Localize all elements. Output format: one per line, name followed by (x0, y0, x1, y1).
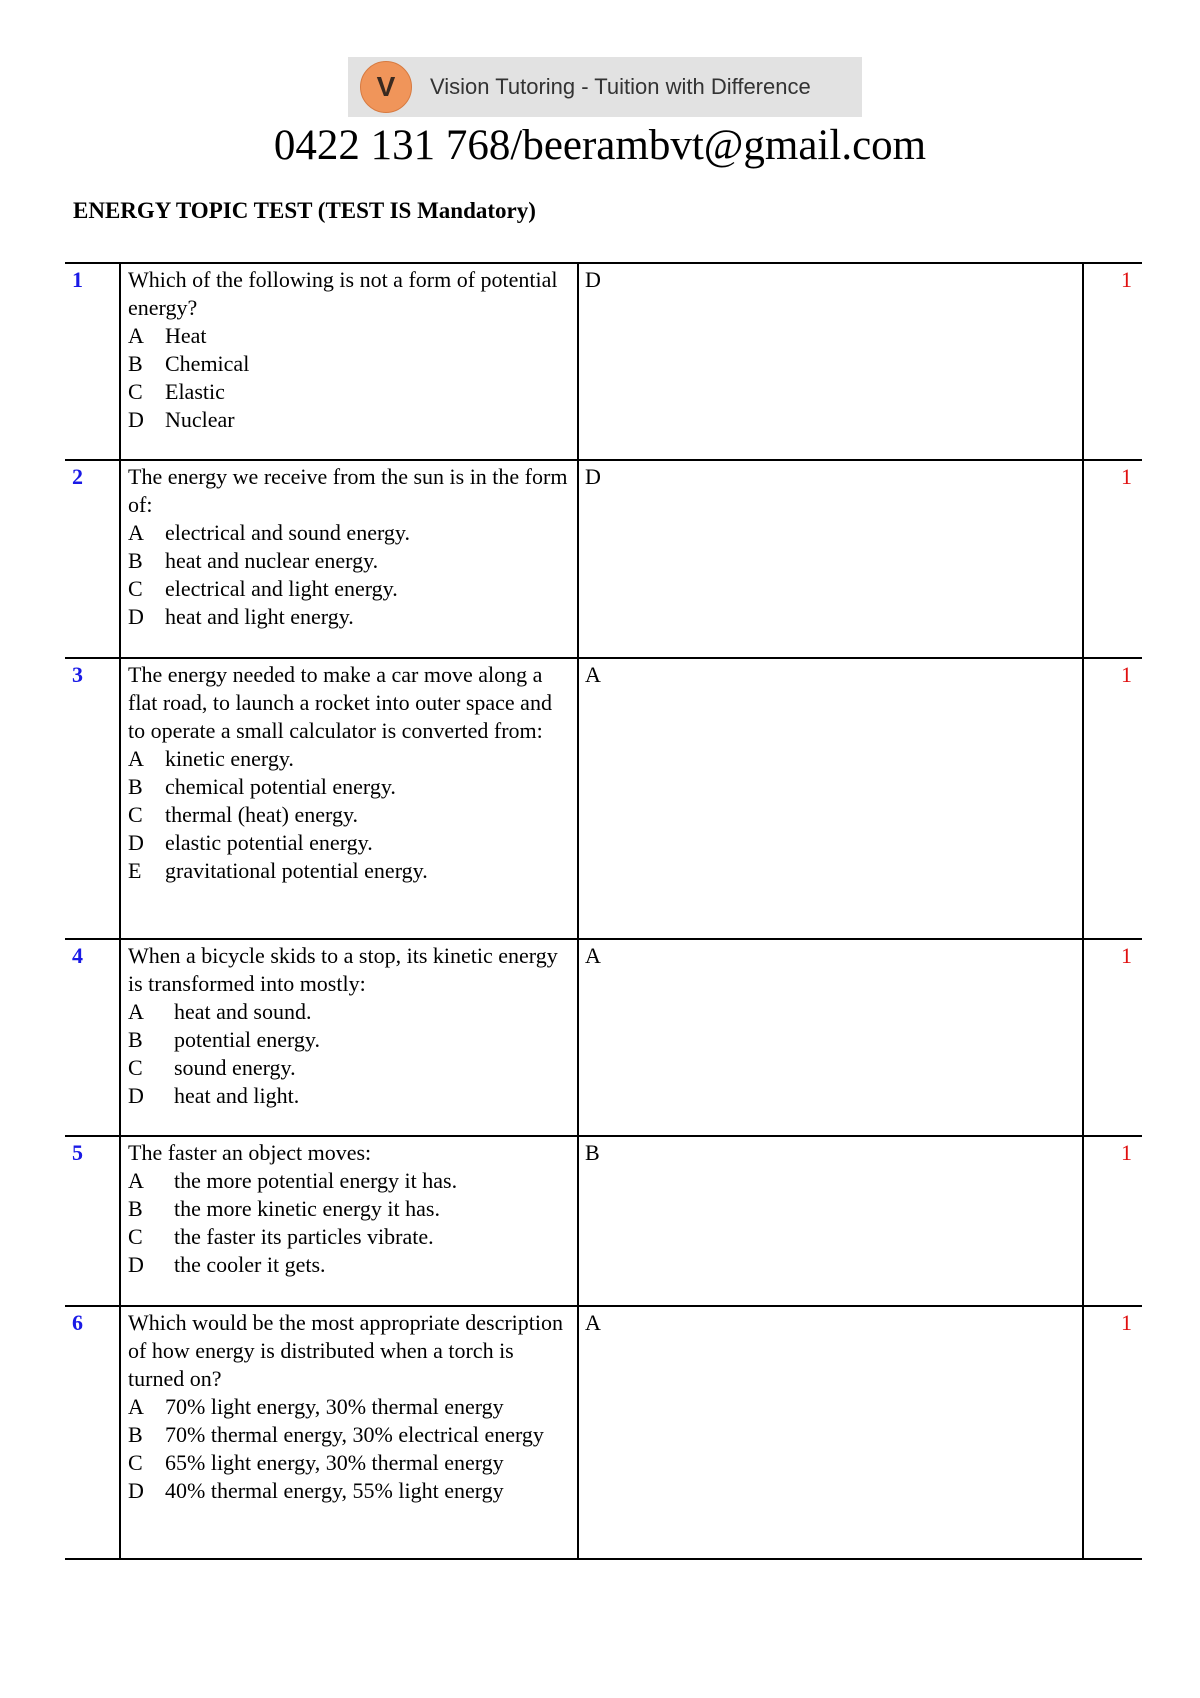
option-text: 70% light energy, 30% thermal energy (165, 1394, 504, 1419)
option-text: thermal (heat) energy. (165, 802, 359, 827)
question-text: Which of the following is not a form of potential energy? (128, 267, 558, 320)
page-title: ENERGY TOPIC TEST (TEST IS Mandatory) (73, 198, 536, 223)
answer-cell: D (578, 460, 1083, 658)
answer-cell: A (578, 1306, 1083, 1559)
mark-cell: 1 (1083, 658, 1142, 939)
option (128, 547, 573, 575)
option-text: sound energy. (174, 1055, 296, 1080)
option-letter: D (128, 1083, 144, 1108)
vision-logo-icon: V (360, 61, 412, 113)
option-letter: A (128, 520, 144, 545)
option (128, 1421, 573, 1449)
question-number: 2 (65, 460, 120, 658)
option-text: the faster its particles vibrate. (174, 1224, 434, 1249)
question-text: The faster an object moves: (128, 1140, 372, 1165)
mark-cell: 1 (1083, 1306, 1142, 1559)
question-row (65, 1136, 1142, 1306)
option-letter: A (128, 999, 144, 1024)
option (128, 603, 573, 631)
question-number: 1 (65, 263, 120, 460)
answer-cell: A (578, 658, 1083, 939)
option-letter: B (128, 548, 143, 573)
option-text: Elastic (165, 379, 225, 404)
option-letter: D (128, 1478, 144, 1503)
option-letter: C (128, 379, 143, 404)
option-letter: E (128, 858, 142, 883)
option (128, 519, 573, 547)
option-letter: B (128, 1196, 143, 1221)
option (128, 1167, 573, 1195)
option-letter: A (128, 1168, 144, 1193)
option (128, 1393, 573, 1421)
question-cell (120, 1306, 578, 1559)
option-text: gravitational potential energy. (165, 858, 428, 883)
option-text: the more kinetic energy it has. (174, 1196, 440, 1221)
option (128, 1477, 573, 1505)
option-letter: D (128, 1252, 144, 1277)
option (128, 773, 573, 801)
question-row (65, 460, 1142, 658)
option-text: elastic potential energy. (165, 830, 373, 855)
question-cell (120, 263, 578, 460)
answer-cell: B (578, 1136, 1083, 1306)
option (128, 322, 573, 350)
option-text: heat and light. (174, 1083, 300, 1108)
question-text: The energy needed to make a car move along a flat road, to launch a rocket into outer space and to operate a small calculator is converted from: (128, 662, 552, 743)
option-letter: D (128, 604, 144, 629)
option (128, 801, 573, 829)
option (128, 378, 573, 406)
mark-cell: 1 (1083, 263, 1142, 460)
option-text: heat and sound. (174, 999, 312, 1024)
option (128, 998, 573, 1026)
question-row (65, 658, 1142, 939)
banner-text: Vision Tutoring - Tuition with Difference (430, 74, 811, 99)
option-text: electrical and sound energy. (165, 520, 410, 545)
option (128, 857, 573, 885)
option-letter: B (128, 1027, 143, 1052)
option (128, 1449, 573, 1477)
option-letter: B (128, 1422, 143, 1447)
option-text: heat and light energy. (165, 604, 354, 629)
question-cell (120, 1136, 578, 1306)
option (128, 1026, 573, 1054)
option-text: 70% thermal energy, 30% electrical energy (165, 1422, 544, 1447)
option (128, 829, 573, 857)
option (128, 1054, 573, 1082)
option-text: Chemical (165, 351, 250, 376)
option-text: 40% thermal energy, 55% light energy (165, 1478, 504, 1503)
option-text: 65% light energy, 30% thermal energy (165, 1450, 504, 1475)
question-text: Which would be the most appropriate description of how energy is distributed when a torch is turned on? (128, 1310, 563, 1391)
option (128, 1223, 573, 1251)
mark-cell: 1 (1083, 460, 1142, 658)
question-number: 6 (65, 1306, 120, 1559)
option-text: Heat (165, 323, 207, 348)
option-letter: C (128, 1055, 143, 1080)
option-letter: A (128, 1394, 144, 1419)
option-letter: B (128, 774, 143, 799)
option-text: Nuclear (165, 407, 235, 432)
question-row (65, 939, 1142, 1136)
option (128, 1251, 573, 1279)
option-letter: C (128, 802, 143, 827)
option-text: heat and nuclear energy. (165, 548, 379, 573)
question-cell (120, 939, 578, 1136)
option (128, 575, 573, 603)
mark-cell: 1 (1083, 939, 1142, 1136)
question-row (65, 263, 1142, 460)
answer-cell: A (578, 939, 1083, 1136)
option (128, 406, 573, 434)
question-text: The energy we receive from the sun is in the form of: (128, 464, 568, 517)
option-text: chemical potential energy. (165, 774, 396, 799)
option-text: the cooler it gets. (174, 1252, 326, 1277)
question-cell (120, 460, 578, 658)
option-text: potential energy. (174, 1027, 321, 1052)
option (128, 745, 573, 773)
option-letter: A (128, 323, 144, 348)
option (128, 1082, 573, 1110)
option-letter: D (128, 407, 144, 432)
option-text: electrical and light energy. (165, 576, 398, 601)
option-letter: C (128, 1450, 143, 1475)
option-text: the more potential energy it has. (174, 1168, 458, 1193)
question-number: 4 (65, 939, 120, 1136)
answer-cell: D (578, 263, 1083, 460)
mark-cell: 1 (1083, 1136, 1142, 1306)
question-cell (120, 658, 578, 939)
header-banner (348, 57, 862, 117)
contact-line: 0422 131 768/beerambvt@gmail.com (273, 122, 927, 169)
option-letter: C (128, 576, 143, 601)
questions-table (65, 262, 1142, 1560)
option (128, 1195, 573, 1223)
question-row (65, 1306, 1142, 1559)
option-letter: C (128, 1224, 143, 1249)
option (128, 350, 573, 378)
question-number: 5 (65, 1136, 120, 1306)
option-letter: B (128, 351, 143, 376)
option-text: kinetic energy. (165, 746, 294, 771)
question-number: 3 (65, 658, 120, 939)
question-text: When a bicycle skids to a stop, its kinetic energy is transformed into mostly: (128, 943, 558, 996)
option-letter: A (128, 746, 144, 771)
option-letter: D (128, 830, 144, 855)
